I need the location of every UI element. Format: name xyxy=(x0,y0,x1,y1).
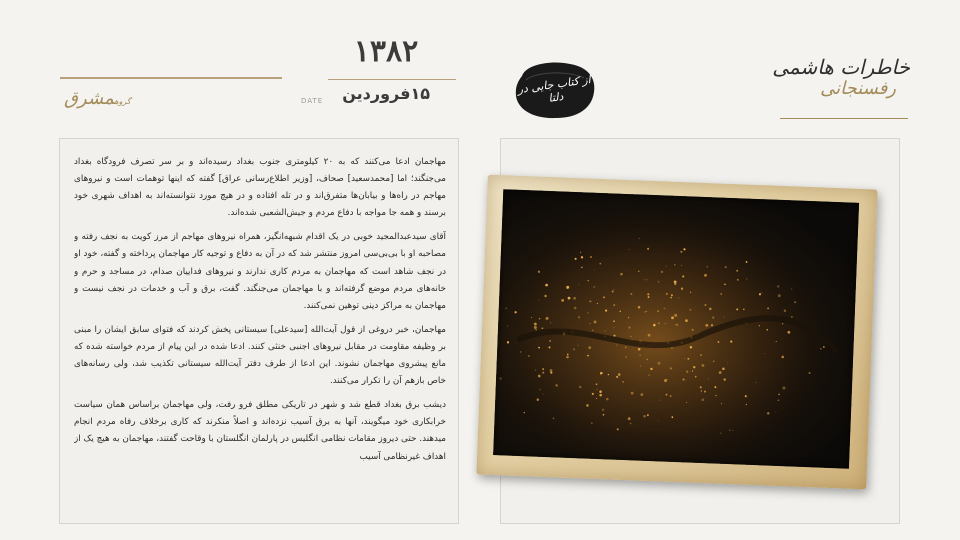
book-stamp-logo xyxy=(512,58,598,122)
publisher-logo xyxy=(64,88,133,109)
vintage-photo-frame xyxy=(476,175,877,490)
header-divider xyxy=(60,77,282,79)
paragraph: مهاجمان ادعا می‌کنند که به ۲۰ کیلومتری جنوب بغداد رسیده‌اند و بر سر تصرف فرودگاه بغداد می‌جنگند؛ اما [محمدسعید] صحاف، [وزیر اطلاع‌رسانی عراق] گفته که اینها توهمات است و نیروهای مهاجم در راه‌ها و بیابان‌ها متفرق‌اند و در تله افتاده و در هیچ مورد نتوانسته‌اند به اهداف شهری خود برسند و همه جا مواجه با دفاع مردم و جیش‌الشعبی شده‌اند. xyxy=(74,157,446,219)
year-heading: ۱۳۸۲ xyxy=(353,34,419,69)
date-caption: DATE xyxy=(301,97,324,105)
date-label: ۱۵فروردین xyxy=(342,84,430,103)
stamp-text: از کتاب جایی در دلتا xyxy=(516,72,592,105)
memoir-title-logo xyxy=(760,50,910,120)
paragraph: مهاجمان، خبر دروغی از قول آیت‌الله [سیدعلی] سیستانی پخش کردند که فتوای سابق ایشان را مبنی بر وظیفه مقاومت در مقابل نیروهای اجنبی خنثی کنند. ادعا شده در این پیام از مردم خواسته شده که مانع پیشروی مهاجمان نشوند. این ادعا از طرف دفتر آیت‌الله سیستانی تکذیب شد، ولی رسانه‌های خاص بازهم آن را تکرار می‌کنند. xyxy=(74,324,446,387)
city-lights-icon xyxy=(493,189,859,468)
paragraph: آقای سیدعبدالمجید خوبی در یک اقدام شبهه‌انگیز، همراه نیروهای مهاجم از مرز کویت به نجف رفته و مصاحبه او با بی‌بی‌سی امروز منتشر شد که در آن به دفاع و توجیه کار مهاجمان پرداخته و گفته، خود او در نجف شاهد است که مهاجمان به مردم کاری ندارند و نیروهای فداییان صدام، در مساجد و حرم و خانه‌های مردم موضع گرفته‌اند و با مهاجمان می‌جنگند. گفت، برق و آب و خدمات در نجف نیست و مهاجمان به مراکز دینی توهین نمی‌کنند. xyxy=(74,232,446,311)
baghdad-night-aerial-photo xyxy=(493,189,859,468)
title-line-2: رفسنجانی xyxy=(820,78,896,99)
memoir-body-text xyxy=(74,154,446,520)
title-underline xyxy=(780,118,908,119)
publisher-name: مشرق xyxy=(64,88,115,109)
title-line-1: خاطرات هاشمی xyxy=(772,55,910,79)
publisher-prefix: گروه xyxy=(114,97,131,106)
paragraph: دیشب برق بغداد قطع شد و شهر در تاریکی مطلق فرو رفت، ولی مهاجمان براساس همان سیاست خرابکاری خود میگویند، آنها به برق آسیب نزده‌اند و اصلاً منکرند که کاری برخلاف رفاه مردم انجام میدهند. حتی دیروز مقامات نظامی انگلیس در پارلمان انگلستان با وقاحت گفتند، مهاجمان به هیچ یک از اهداف غیرنظامی آسیب xyxy=(74,400,446,462)
date-divider xyxy=(328,79,456,80)
